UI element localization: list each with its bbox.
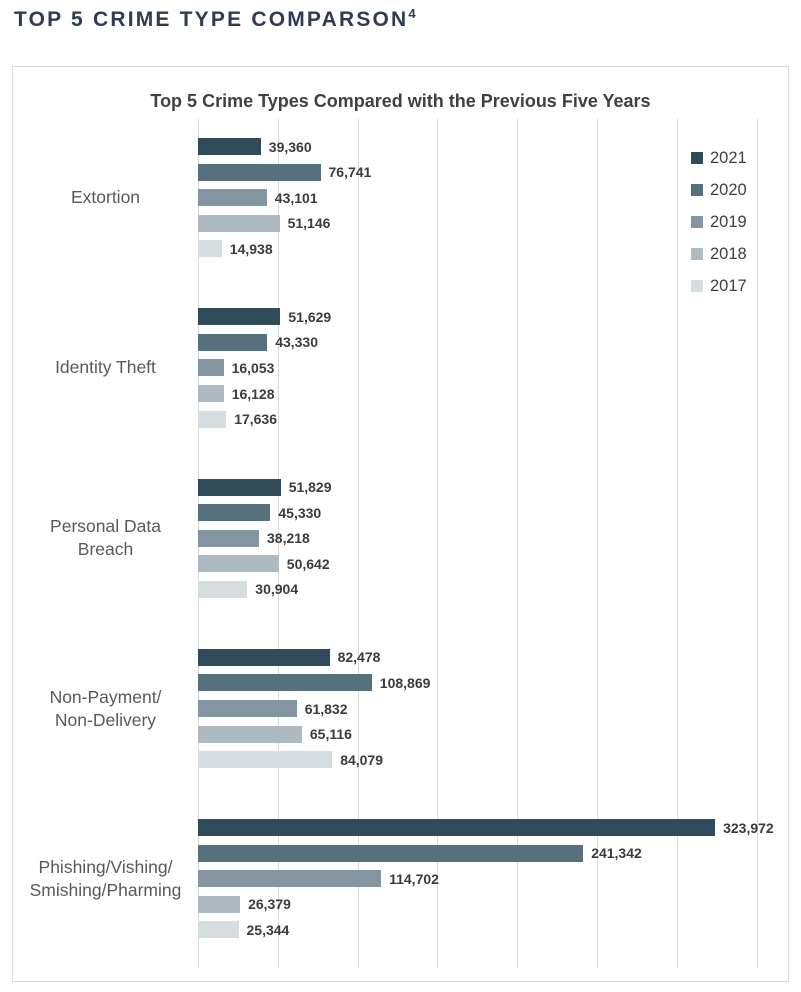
legend-item-2020: [691, 174, 747, 206]
bar-2020-non-payment-non-delivery: [198, 674, 372, 691]
category-label: Identity Theft: [55, 357, 156, 378]
bar-row: [198, 555, 790, 572]
bar-2019-non-payment-non-delivery: [198, 700, 297, 717]
bar-2017-non-payment-non-delivery: [198, 751, 332, 768]
legend-label: 2021: [710, 148, 747, 167]
bar-value-label: 51,829: [288, 479, 332, 495]
page-title-text: TOP 5 CRIME TYPE COMPARSON: [14, 8, 409, 31]
legend-swatch-icon: [691, 152, 703, 164]
bar-row: [198, 649, 790, 666]
chart-container: [12, 66, 789, 982]
bar-2021-non-payment-non-delivery: [198, 649, 330, 666]
bar-value-label: 114,702: [389, 870, 439, 887]
bar-value-label: 82,478: [337, 649, 381, 666]
bar-row: [198, 674, 790, 691]
bar-value-label: 51,146: [287, 215, 331, 232]
bar-row: [198, 308, 790, 325]
bar-row: [198, 921, 790, 938]
legend-swatch-icon: [691, 248, 703, 260]
legend-item-2021: [691, 142, 747, 174]
legend-swatch-icon: [691, 280, 703, 292]
legend-swatch-icon: [691, 184, 703, 196]
bar-row: [198, 581, 790, 598]
bar-2017-identity-theft: [198, 411, 226, 428]
bar-value-label: 26,379: [248, 896, 291, 913]
bar-row: [198, 870, 790, 887]
legend: [691, 142, 747, 302]
bar-value-label: 108,869: [379, 674, 431, 691]
bar-2017-phishing-vishing-smishing-pharming: [198, 921, 239, 938]
bar-2020-identity-theft: [198, 334, 267, 351]
bar-value-label: 241,342: [591, 845, 642, 862]
bar-2018-phishing-vishing-smishing-pharming: [198, 896, 240, 913]
bar-value-label: 43,101: [274, 189, 318, 206]
bar-2020-phishing-vishing-smishing-pharming: [198, 845, 583, 862]
bar-2018-personal-data-breach: [198, 555, 279, 572]
legend-item-2018: [691, 238, 747, 270]
bar-value-label: 43,330: [275, 334, 319, 351]
bar-row: [198, 726, 790, 743]
legend-swatch-icon: [691, 216, 703, 228]
legend-item-2019: [691, 206, 747, 238]
bar-row: [198, 530, 790, 547]
bar-value-label: 65,116: [309, 726, 352, 742]
bar-2018-extortion: [198, 215, 280, 232]
chart-title: Top 5 Crime Types Compared with the Previous Five Years: [150, 91, 651, 111]
bar-row: [198, 896, 790, 913]
bar-value-label: 61,832: [304, 700, 348, 717]
category-label: Personal Data Breach: [50, 516, 161, 560]
bar-2018-non-payment-non-delivery: [198, 726, 302, 743]
bar-value-label: 323,972: [723, 819, 774, 836]
bar-row: [198, 334, 790, 351]
legend-label: 2019: [710, 212, 747, 231]
bar-2019-personal-data-breach: [198, 530, 259, 547]
legend-label: 2020: [710, 180, 747, 199]
bar-value-label: 50,642: [286, 555, 330, 572]
bar-row: [198, 700, 790, 717]
bar-2021-phishing-vishing-smishing-pharming: [198, 819, 715, 836]
bar-value-label: 30,904: [255, 581, 299, 598]
bar-row: [198, 479, 790, 496]
bar-value-label: 25,344: [246, 921, 290, 938]
bar-value-label: 17,636: [234, 411, 278, 428]
bar-value-label: 45,330: [278, 504, 322, 521]
bar-2019-phishing-vishing-smishing-pharming: [198, 870, 381, 887]
bar-2021-identity-theft: [198, 308, 280, 325]
bar-2017-extortion: [198, 240, 222, 257]
bar-2019-extortion: [198, 189, 267, 206]
bar-2019-identity-theft: [198, 359, 224, 376]
category-label: Phishing/Vishing/ Smishing/Pharming: [29, 856, 182, 900]
bar-row: [198, 411, 790, 428]
bar-2021-personal-data-breach: [198, 479, 281, 496]
bar-value-label: 76,741: [328, 164, 372, 181]
bar-2021-extortion: [198, 138, 261, 155]
bar-value-label: 16,128: [231, 385, 275, 402]
bar-row: [198, 845, 790, 862]
bar-row: [198, 359, 790, 376]
bar-value-label: 14,938: [229, 240, 273, 257]
legend-label: 2018: [710, 244, 747, 263]
bar-value-label: 39,360: [268, 138, 312, 155]
bar-row: [198, 385, 790, 402]
bar-value-label: 16,053: [231, 359, 275, 376]
bar-row: [198, 819, 790, 836]
bar-row: [198, 504, 790, 521]
bar-2020-personal-data-breach: [198, 504, 270, 521]
legend-item-2017: [691, 270, 747, 302]
page-title-footnote-marker: 4: [408, 6, 416, 21]
bar-value-label: 84,079: [340, 751, 384, 768]
bar-2020-extortion: [198, 164, 321, 181]
bar-value-label: 38,218: [267, 530, 310, 547]
category-label: Non-Payment/ Non-Delivery: [49, 686, 162, 730]
category-label: Extortion: [70, 187, 141, 208]
bar-2017-personal-data-breach: [198, 581, 247, 598]
bar-value-label: 51,629: [288, 308, 332, 325]
bar-row: [198, 751, 790, 768]
bar-2018-identity-theft: [198, 385, 224, 402]
page-title: [14, 6, 416, 32]
legend-label: 2017: [710, 276, 747, 295]
